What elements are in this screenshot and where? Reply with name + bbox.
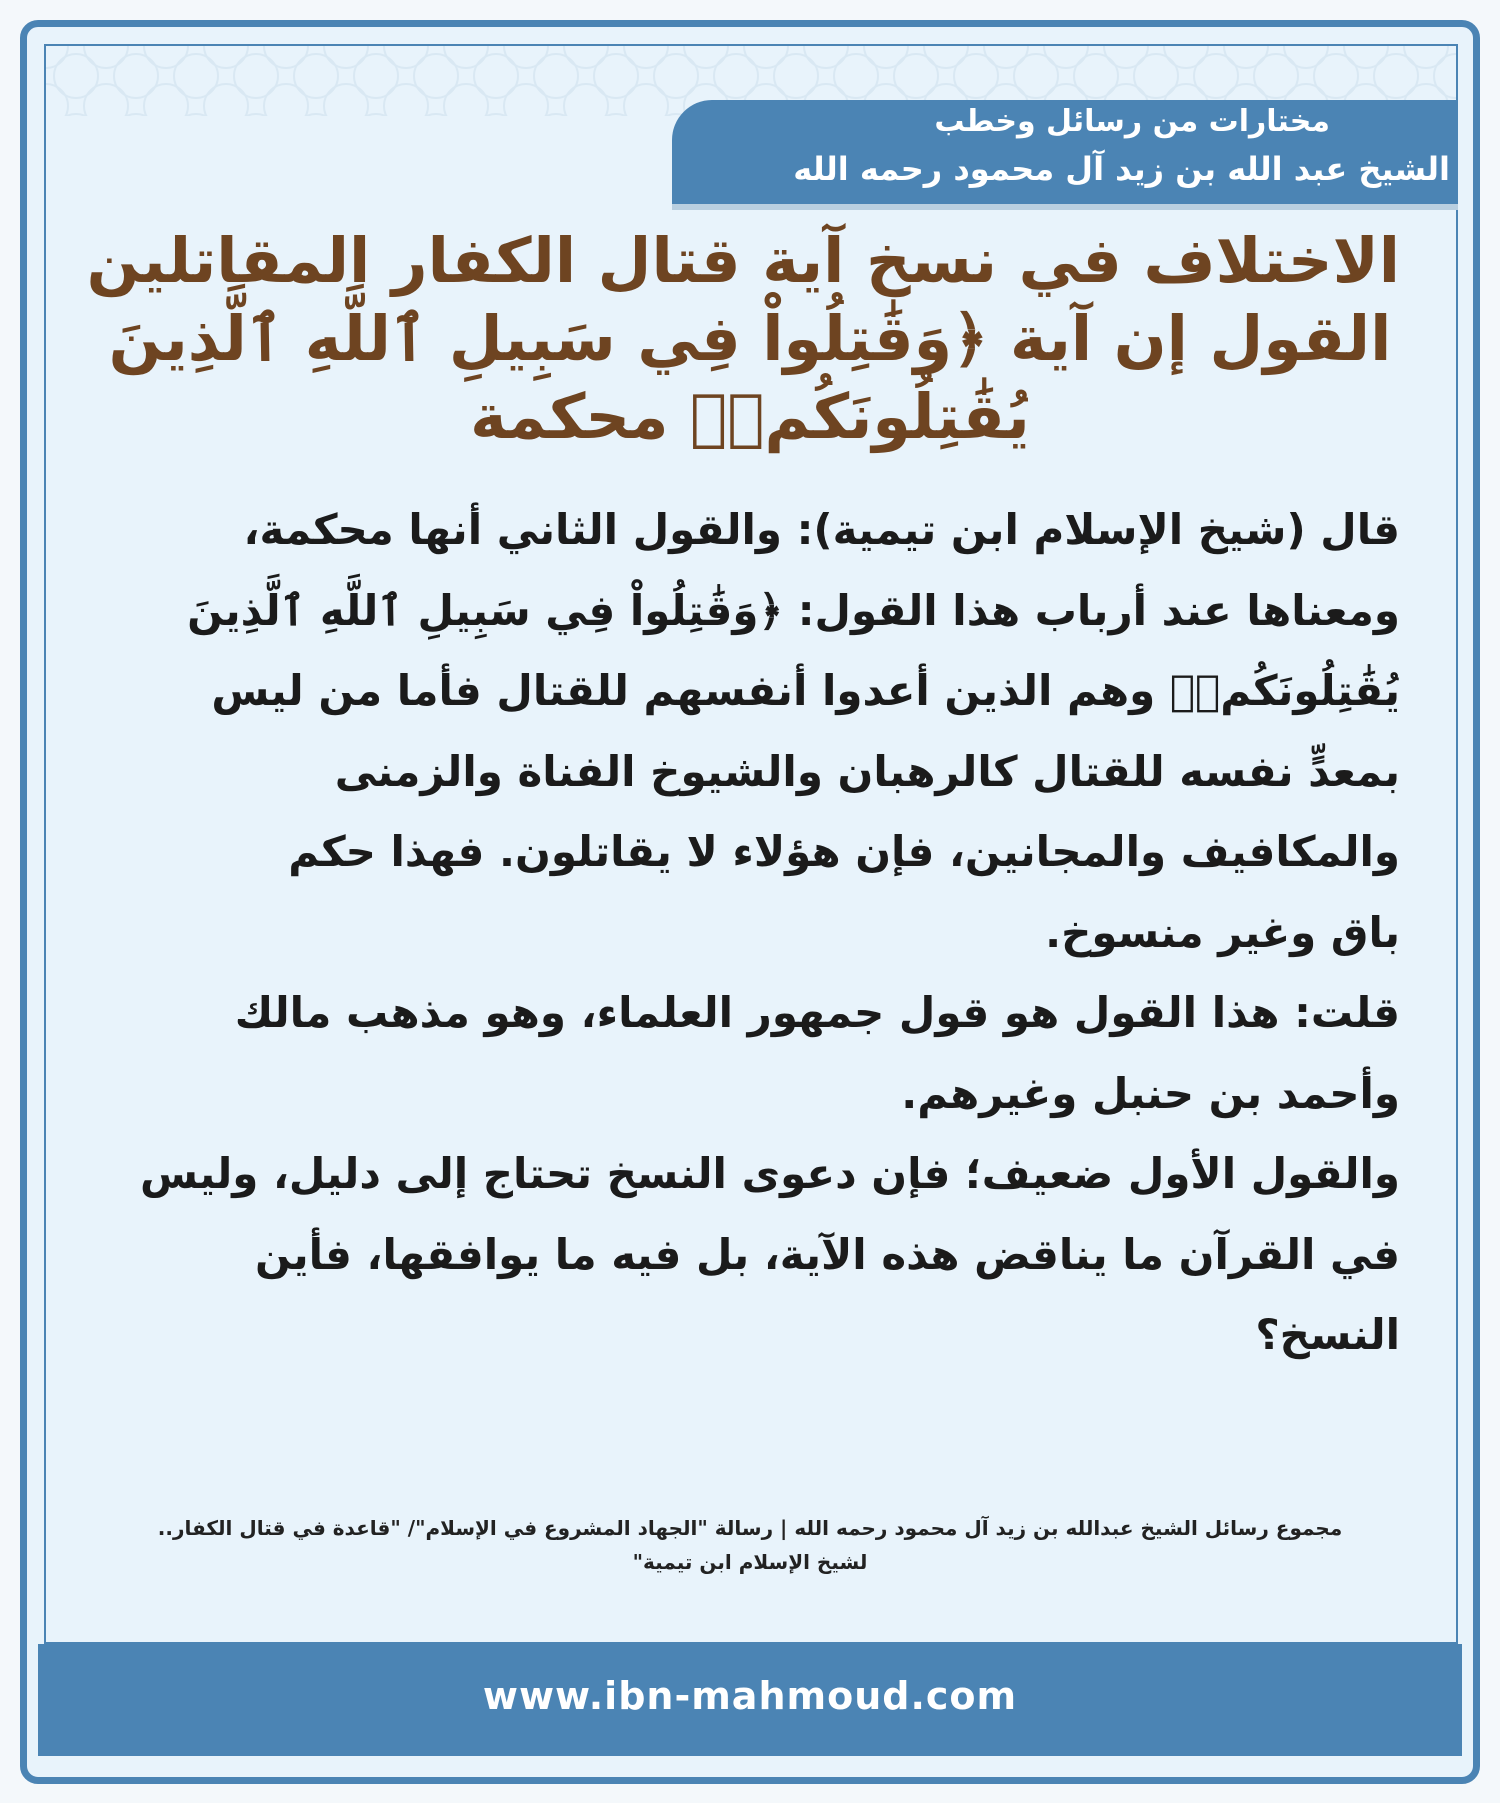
body-line: وأحمد بن حنبل وغيرهم. [901,1068,1400,1118]
source-citation-line2: لشيخ الإسلام ابن تيمية" [632,1550,868,1574]
header-series-title: مختارات من رسائل وخطب [934,104,1330,139]
article-title [86,222,1400,456]
body-line: في القرآن ما يناقض هذه الآية، بل فيه ما يوافقها، فأين [255,1229,1400,1279]
body-line: والمكافيف والمجانين، فإن هؤلاء لا يقاتلون. فهذا حكم [288,827,1400,876]
title-line: القول إن آية ﴿وَقَٰتِلُواْ فِي سَبِيلِ ٱللَّهِ ٱلَّذِينَ [108,302,1392,375]
header-author-name: الشيخ عبد الله بن زيد آل محمود رحمه الله [793,150,1450,188]
body-line: قال (شيخ الإسلام ابن تيمية): والقول الثاني أنها محكمة، [243,505,1400,554]
body-line: النسخ؟ [1255,1310,1400,1359]
title-line: يُقَٰتِلُونَكُمۡ﴾ محكمة [470,380,1030,453]
body-line: قلت: هذا القول هو قول جمهور العلماء، وهو مذهب مالك [234,988,1400,1037]
source-citation-line1: مجموع رسائل الشيخ عبدالله بن زيد آل محمود رحمه الله | رسالة "الجهاد المشروع في الإسلام"/ "قاعدة في قتال الكفار.. [157,1516,1343,1540]
body-line: والقول الأول ضعيف؛ فإن دعوى النسخ تحتاج إلى دليل، وليس [139,1149,1400,1198]
body-line: ومعناها عند أرباب هذا القول: ﴿وَقَٰتِلُواْ فِي سَبِيلِ ٱللَّهِ ٱلَّذِينَ [187,585,1400,635]
website-url-link[interactable]: www.ibn-mahmoud.com [482,1674,1018,1718]
body-line: بمعدٍّ نفسه للقتال كالرهبان والشيوخ الفناة والزمنى [334,746,1400,796]
title-line: الاختلاف في نسخ آية قتال الكفار المقاتلين [86,224,1400,297]
body-line: باق وغير منسوخ. [1045,907,1400,957]
article-body [110,490,1400,1376]
body-line: يُقَٰتِلُونَكُمۡ﴾ وهم الذين أعدوا أنفسهم للقتال فأما من ليس [211,666,1400,715]
